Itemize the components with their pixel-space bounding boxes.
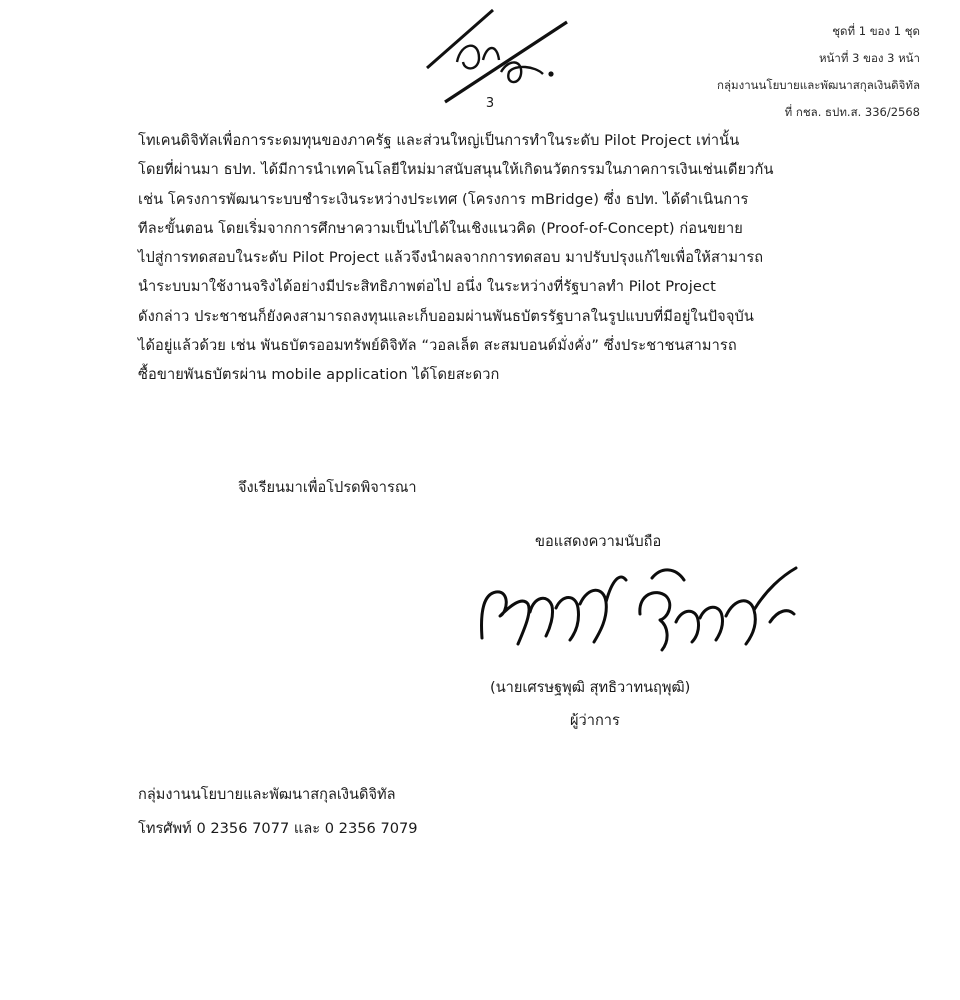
body-paragraph [138, 126, 898, 390]
initials-mark [405, 0, 605, 110]
body-line: ซื้อขายพันธบัตรผ่าน mobile application ได้โดยสะดวก [138, 366, 500, 384]
page-number: 3 [485, 96, 495, 111]
body-line: โดยที่ผ่านมา ธปท. ได้มีการนำเทคโนโลยีใหม่มาสนับสนุนให้เกิดนวัตกรรมในภาคการเงินเช่นเดียวกัน [138, 161, 774, 179]
department-line: กลุ่มงานนโยบายและพัฒนาสกุลเงินดิจิทัล [717, 78, 920, 92]
signer-title: ผู้ว่าการ [570, 712, 620, 729]
sign-off: ขอแสดงความนับถือ [535, 533, 662, 550]
closing-request: จึงเรียนมาเพื่อโปรดพิจารณา [238, 479, 417, 496]
footer-department: กลุ่มงานนโยบายและพัฒนาสกุลเงินดิจิทัล [138, 786, 396, 803]
document-header-meta [660, 18, 920, 126]
body-line: โทเคนดิจิทัลเพื่อการระดมทุนของภาครัฐ และส่วนใหญ่เป็นการทำในระดับ Pilot Project เท่านั้น [138, 132, 740, 149]
body-line: ทีละขั้นตอน โดยเริ่มจากการศึกษาความเป็นไปได้ในเชิงแนวคิด (Proof-of-Concept) ก่อนขยาย [138, 219, 743, 237]
handwritten-signature [470, 560, 815, 665]
set-line: ชุดที่ 1 ของ 1 ชุด [832, 24, 920, 38]
signer-name: (นายเศรษฐพุฒิ สุทธิวาทนฤพุฒิ) [490, 679, 691, 696]
body-line: ดังกล่าว ประชาชนก็ยังคงสามารถลงทุนและเก็บออมผ่านพันธบัตรรัฐบาลในรูปแบบที่มีอยู่ในปัจจุบัน [138, 307, 754, 325]
page-line: หน้าที่ 3 ของ 3 หน้า [818, 51, 920, 65]
footer-phone: โทรศัพท์ 0 2356 7077 และ 0 2356 7079 [138, 820, 418, 837]
body-line: นำระบบมาใช้งานจริงได้อย่างมีประสิทธิภาพต่อไป อนึ่ง ในระหว่างที่รัฐบาลทำ Pilot Project [138, 278, 716, 296]
reference-line: ที่ กชล. ธปท.ส. 336/2568 [784, 105, 920, 119]
body-line: เช่น โครงการพัฒนาระบบชำระเงินระหว่างประเทศ (โครงการ mBridge) ซึ่ง ธปท. ได้ดำเนินการ [138, 190, 749, 208]
body-line: ได้อยู่แล้วด้วย เช่น พันธบัตรออมทรัพย์ดิจิทัล “วอลเล็ต สะสมบอนด์มั่งคั่ง” ซึ่งประชาชนสามารถ [138, 337, 737, 355]
body-line: ไปสู่การทดสอบในระดับ Pilot Project แล้วจึงนำผลจากการทดสอบ มาปรับปรุงแก้ไขเพื่อให้สามารถ [138, 249, 764, 267]
